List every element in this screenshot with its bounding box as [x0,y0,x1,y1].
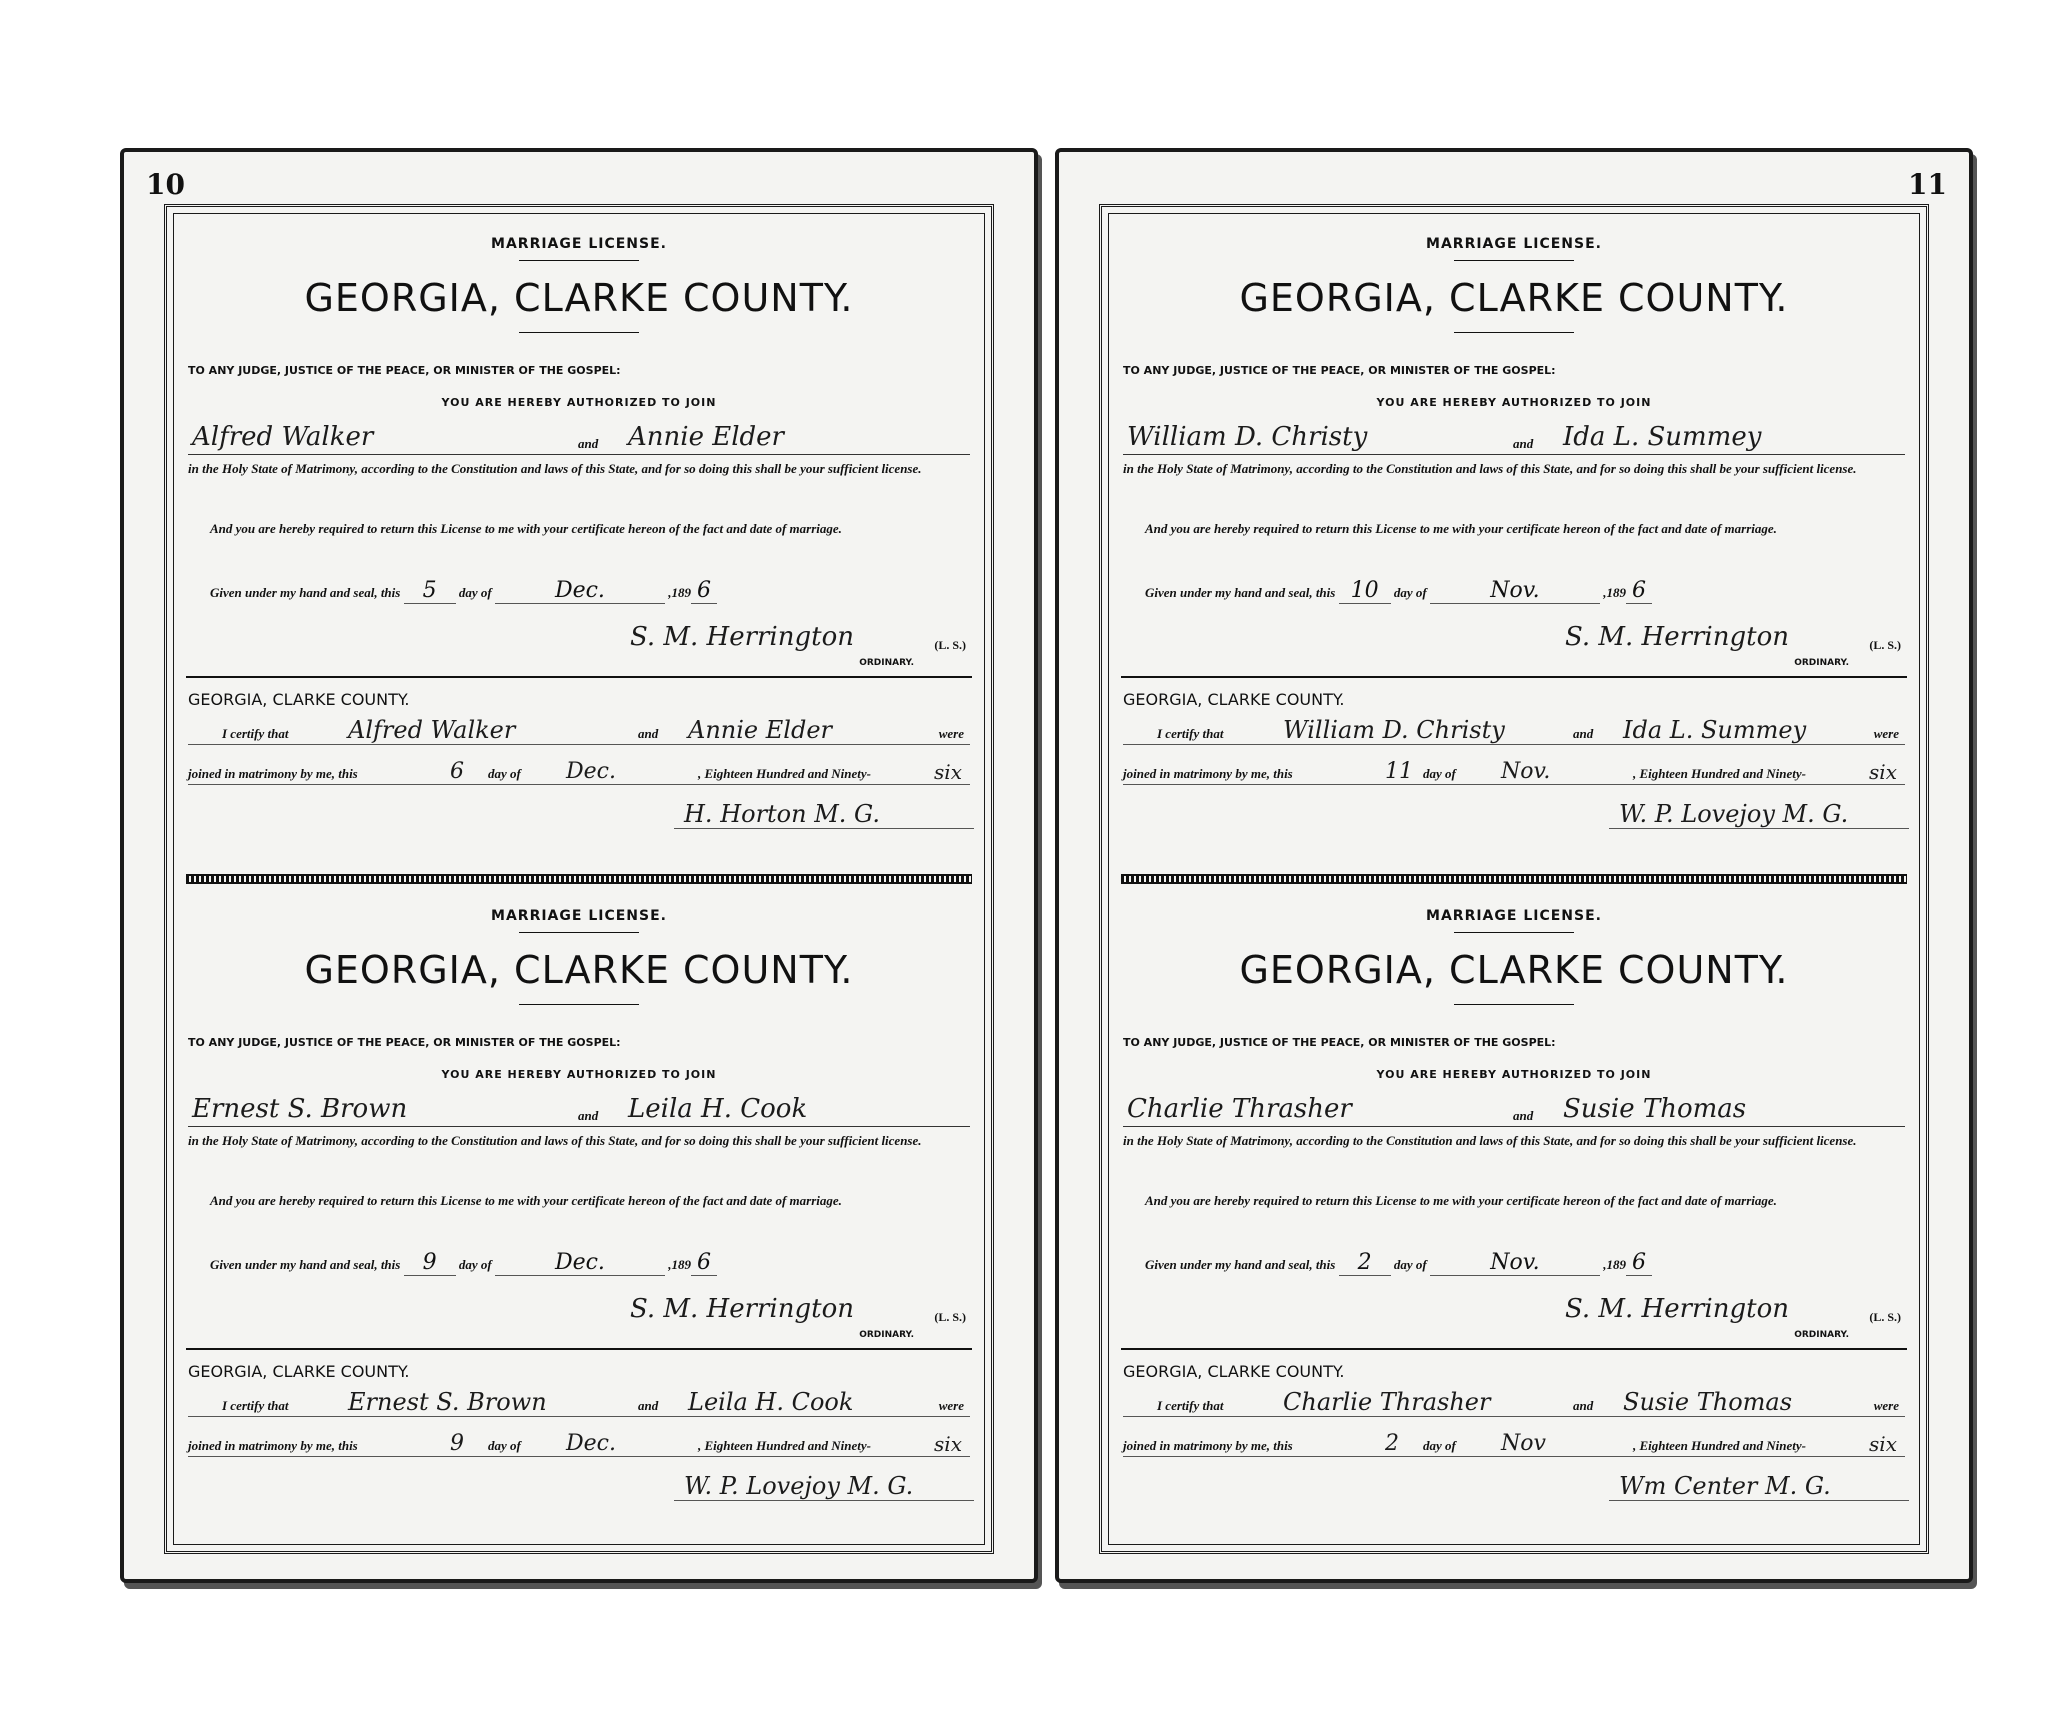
certified-bride: Annie Elder [688,716,832,744]
and-label: and [578,1108,599,1123]
authorized-line: YOU ARE HEREBY AUTHORIZED TO JOIN [1376,1068,1652,1081]
certified-bride: Susie Thomas [1623,1388,1793,1416]
and-label: and [1513,1108,1534,1123]
given-label: Given under my hand and seal, this [210,1257,401,1272]
year-prefix: ,189 [668,1257,691,1272]
couple-line [1123,1094,1905,1127]
year-prefix: ,189 [668,585,691,600]
year-text: , Eighteen Hundred and Ninety- [1633,1438,1806,1453]
joined-label: joined in matrimony by me, this [188,766,358,781]
year-six: six [934,760,962,784]
bride-name: Ida L. Summey [1563,422,1762,452]
minister-signature: W. P. Lovejoy M. G. [1619,800,1849,828]
couple-line [1123,422,1905,455]
divider [186,1348,972,1350]
divider [1454,260,1574,261]
joined-month: Nov. [1501,759,1551,784]
groom-name: William D. Christy [1127,422,1368,452]
certify-line [188,1386,970,1417]
county-title: GEORGIA, CLARKE COUNTY. [304,948,854,992]
year-text: , Eighteen Hundred and Ninety- [698,1438,871,1453]
minister-line [674,1466,974,1501]
certificate-county: GEORGIA, CLARKE COUNTY. [188,690,410,709]
address-line: TO ANY JUDGE, JUSTICE OF THE PEACE, OR MINISTER OF THE GOSPEL: [1123,1036,1556,1049]
license-separator [186,874,972,884]
given-month: Dec. [495,1250,665,1276]
divider [519,1004,639,1005]
divider [519,332,639,333]
certificate-county: GEORGIA, CLARKE COUNTY. [1123,690,1345,709]
minister-signature: H. Horton M. G. [684,800,880,828]
license-text: in the Holy State of Matrimony, according to the Constitution and laws of this State, and for so doing this shall be your sufficient license. [188,1133,922,1148]
certify-label: I certify that [222,1398,289,1413]
groom-name: Ernest S. Brown [192,1094,408,1124]
joined-label: joined in matrimony by me, this [1123,766,1293,781]
year-six: six [1869,1432,1897,1456]
given-line [1145,578,1652,604]
minister-signature: W. P. Lovejoy M. G. [684,1472,914,1500]
minister-signature: Wm Center M. G. [1619,1472,1831,1500]
joined-day: 11 [1385,759,1413,784]
certificate-county: GEORGIA, CLARKE COUNTY. [1123,1362,1345,1381]
day-of-label: day of [458,1257,492,1272]
divider [1454,932,1574,933]
page-frame [164,204,994,1554]
marriage-license [174,214,984,874]
seal-label: (L. S.) [934,1310,966,1324]
given-day: 2 [1339,1250,1391,1276]
marriage-license [174,886,984,1546]
marriage-license [1109,886,1919,1546]
year-digit: 6 [691,1250,717,1276]
joined-month: Nov [1501,1431,1546,1456]
ordinary-label: ORDINARY. [1794,1330,1849,1340]
couple-line [188,1094,970,1127]
ordinary-label: ORDINARY. [859,1330,914,1340]
county-title: GEORGIA, CLARKE COUNTY. [304,276,854,320]
minister-line [1609,1466,1909,1501]
divider [1454,1004,1574,1005]
authorized-line: YOU ARE HEREBY AUTHORIZED TO JOIN [1376,396,1652,409]
divider [186,676,972,678]
day-of-label: day of [1423,766,1456,781]
authorized-line: YOU ARE HEREBY AUTHORIZED TO JOIN [441,396,717,409]
were-label: were [938,1398,964,1413]
license-text: in the Holy State of Matrimony, according to the Constitution and laws of this State, and for so doing this shall be your sufficient license. [1123,461,1857,476]
certified-groom: Ernest S. Brown [348,1388,547,1416]
license-heading: MARRIAGE LICENSE. [1426,236,1602,252]
given-month: Nov. [1430,1250,1600,1276]
authorized-line: YOU ARE HEREBY AUTHORIZED TO JOIN [441,1068,717,1081]
ordinary-label: ORDINARY. [859,658,914,668]
page-number: 10 [146,168,185,201]
were-label: were [1873,726,1899,741]
return-text: And you are hereby required to return this License to me with your certificate hereon of the fact and date of marriage. [1145,1193,1777,1208]
and-label: and [1573,1398,1594,1413]
and-label: and [578,436,599,451]
groom-name: Alfred Walker [192,422,374,452]
day-of-label: day of [1393,1257,1427,1272]
given-day: 9 [404,1250,456,1276]
ordinary-label: ORDINARY. [1794,658,1849,668]
year-digit: 6 [691,578,717,604]
joined-line [188,1426,970,1457]
day-of-label: day of [1423,1438,1456,1453]
year-text: , Eighteen Hundred and Ninety- [698,766,871,781]
certificate-county: GEORGIA, CLARKE COUNTY. [188,1362,410,1381]
joined-month: Dec. [566,1431,616,1456]
and-label: and [1573,726,1594,741]
were-label: were [938,726,964,741]
and-label: and [638,726,659,741]
year-text: , Eighteen Hundred and Ninety- [1633,766,1806,781]
address-line: TO ANY JUDGE, JUSTICE OF THE PEACE, OR MINISTER OF THE GOSPEL: [1123,364,1556,377]
minister-line [1609,794,1909,829]
county-title: GEORGIA, CLARKE COUNTY. [1239,948,1789,992]
day-of-label: day of [458,585,492,600]
year-digit: 6 [1626,1250,1652,1276]
given-label: Given under my hand and seal, this [1145,585,1336,600]
ordinary-signature: S. M. Herrington [1564,1294,1789,1324]
address-line: TO ANY JUDGE, JUSTICE OF THE PEACE, OR MINISTER OF THE GOSPEL: [188,1036,621,1049]
certify-line [1123,714,1905,745]
seal-label: (L. S.) [934,638,966,652]
license-heading: MARRIAGE LICENSE. [491,908,667,924]
divider [519,260,639,261]
year-six: six [934,1432,962,1456]
day-of-label: day of [488,766,521,781]
certify-label: I certify that [1157,726,1224,741]
license-heading: MARRIAGE LICENSE. [1426,908,1602,924]
certified-groom: Charlie Thrasher [1283,1388,1491,1416]
seal-label: (L. S.) [1869,1310,1901,1324]
license-text: in the Holy State of Matrimony, according to the Constitution and laws of this State, and for so doing this shall be your sufficient license. [188,461,922,476]
given-day: 10 [1339,578,1391,604]
given-day: 5 [404,578,456,604]
couple-line [188,422,970,455]
county-title: GEORGIA, CLARKE COUNTY. [1239,276,1789,320]
year-prefix: ,189 [1603,585,1626,600]
return-text: And you are hereby required to return this License to me with your certificate hereon of the fact and date of marriage. [1145,521,1777,536]
joined-day: 6 [450,759,464,784]
return-text: And you are hereby required to return this License to me with your certificate hereon of the fact and date of marriage. [210,1193,842,1208]
joined-line [1123,754,1905,785]
were-label: were [1873,1398,1899,1413]
marriage-license [1109,214,1919,874]
joined-line [188,754,970,785]
certify-label: I certify that [1157,1398,1224,1413]
given-label: Given under my hand and seal, this [1145,1257,1336,1272]
certify-line [1123,1386,1905,1417]
day-of-label: day of [1393,585,1427,600]
divider [1121,676,1907,678]
bride-name: Susie Thomas [1563,1094,1747,1124]
certified-bride: Ida L. Summey [1623,716,1807,744]
bride-name: Leila H. Cook [628,1094,808,1124]
given-line [210,1250,717,1276]
given-line [1145,1250,1652,1276]
seal-label: (L. S.) [1869,638,1901,652]
joined-month: Dec. [566,759,616,784]
given-label: Given under my hand and seal, this [210,585,401,600]
ordinary-signature: S. M. Herrington [629,1294,854,1324]
certify-line [188,714,970,745]
right-page [1055,148,1973,1583]
and-label: and [638,1398,659,1413]
and-label: and [1513,436,1534,451]
ordinary-signature: S. M. Herrington [1564,622,1789,652]
divider [519,932,639,933]
certified-groom: Alfred Walker [348,716,516,744]
divider [1454,332,1574,333]
year-digit: 6 [1626,578,1652,604]
certify-label: I certify that [222,726,289,741]
joined-day: 9 [450,1431,464,1456]
joined-label: joined in matrimony by me, this [188,1438,358,1453]
return-text: And you are hereby required to return this License to me with your certificate hereon of the fact and date of marriage. [210,521,842,536]
ordinary-signature: S. M. Herrington [629,622,854,652]
frame-inner [1108,213,1920,1545]
bride-name: Annie Elder [628,422,784,452]
year-six: six [1869,760,1897,784]
day-of-label: day of [488,1438,521,1453]
left-page [120,148,1038,1583]
page-number: 11 [1908,168,1947,201]
joined-label: joined in matrimony by me, this [1123,1438,1293,1453]
license-heading: MARRIAGE LICENSE. [491,236,667,252]
license-text: in the Holy State of Matrimony, according to the Constitution and laws of this State, and for so doing this shall be your sufficient license. [1123,1133,1857,1148]
given-month: Dec. [495,578,665,604]
license-separator [1121,874,1907,884]
certified-bride: Leila H. Cook [688,1388,854,1416]
joined-day: 2 [1385,1431,1399,1456]
page-frame [1099,204,1929,1554]
address-line: TO ANY JUDGE, JUSTICE OF THE PEACE, OR MINISTER OF THE GOSPEL: [188,364,621,377]
groom-name: Charlie Thrasher [1127,1094,1352,1124]
divider [1121,1348,1907,1350]
minister-line [674,794,974,829]
certified-groom: William D. Christy [1283,716,1505,744]
year-prefix: ,189 [1603,1257,1626,1272]
given-month: Nov. [1430,578,1600,604]
given-line [210,578,717,604]
frame-inner [173,213,985,1545]
joined-line [1123,1426,1905,1457]
